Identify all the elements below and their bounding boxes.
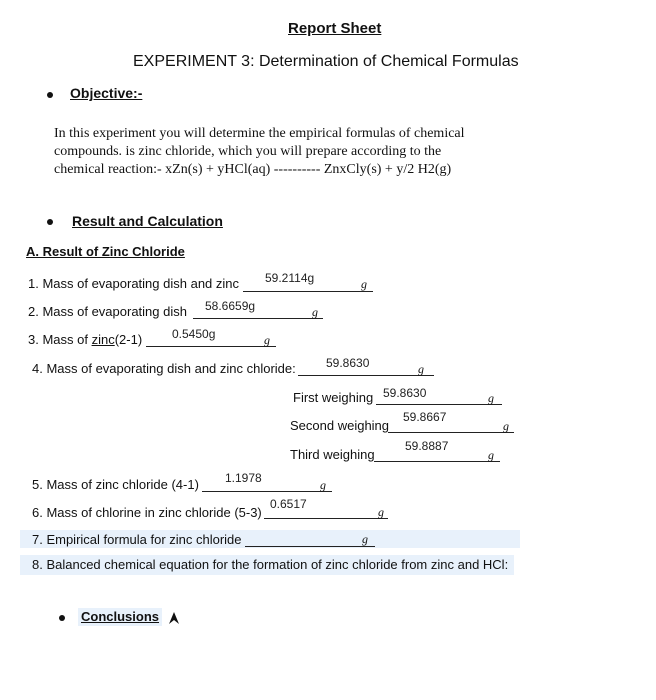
objective-bullet <box>47 92 53 98</box>
item5-label: 5. Mass of zinc chloride (4-1) <box>32 477 199 492</box>
item6-blank <box>264 518 388 519</box>
experiment-title: EXPERIMENT 3: Determination of Chemical Formulas <box>133 53 519 70</box>
item5-unit: g <box>320 478 326 492</box>
item3-value: 0.5450g <box>172 327 216 341</box>
item4-unit: g <box>418 362 424 376</box>
results-heading: Result and Calculation <box>72 213 223 229</box>
item1-unit: g <box>361 277 367 291</box>
second-weighing-value: 59.8667 <box>403 410 447 424</box>
third-weighing-value: 59.8887 <box>405 439 449 453</box>
report-title: Report Sheet <box>288 20 382 37</box>
conclusions-bullet <box>59 615 65 621</box>
item3-suffix: (2-1) <box>114 332 143 347</box>
item3-unit: g <box>264 333 270 347</box>
item3-blank <box>146 346 276 347</box>
second-weighing-blank <box>388 432 514 433</box>
item4-value: 59.8630 <box>326 356 370 370</box>
second-weighing-unit: g <box>503 419 509 433</box>
item2-value: 58.6659g <box>205 299 256 313</box>
objective-text-line3: chemical reaction:- xZn(s) + yHCl(aq) ---------- ZnxCly(s) + y/2 H2(g) <box>54 162 452 177</box>
third-weighing-unit: g <box>488 448 494 462</box>
item1-label: 1. Mass of evaporating dish and zinc <box>28 276 240 291</box>
third-weighing-label: Third weighing <box>290 447 375 462</box>
item7-label: 7. Empirical formula for zinc chloride <box>32 532 242 547</box>
section-a-heading: A. Result of Zinc Chloride <box>26 244 185 259</box>
objective-text-line2: compounds. is zinc chloride, which you will prepare according to the <box>54 144 442 159</box>
mouse-pointer-icon <box>168 611 180 625</box>
first-weighing-value: 59.8630 <box>383 386 427 400</box>
item3-label <box>28 332 142 347</box>
item4-blank <box>298 375 434 376</box>
item2-label: 2. Mass of evaporating dish <box>28 304 187 319</box>
item1-blank <box>243 291 373 292</box>
third-weighing-blank <box>374 461 500 462</box>
item3-prefix: 3. Mass of <box>28 332 92 347</box>
item6-unit: g <box>378 505 384 519</box>
second-weighing-label: Second weighing <box>290 418 390 433</box>
item2-blank <box>193 318 323 319</box>
item1-value: 59.2114g <box>265 271 315 285</box>
item5-blank <box>202 491 332 492</box>
results-bullet <box>47 219 53 225</box>
item6-value: 0.6517 <box>270 497 307 511</box>
item5-value: 1.1978 <box>225 471 262 485</box>
item7-unit: g <box>362 532 368 546</box>
first-weighing-label: First weighing <box>293 390 374 405</box>
conclusions-heading: Conclusions <box>81 609 160 624</box>
objective-text-line1: In this experiment you will determine the empirical formulas of chemical <box>54 126 465 141</box>
item4-label: 4. Mass of evaporating dish and zinc chloride: <box>32 361 296 376</box>
item2-unit: g <box>312 305 318 319</box>
first-weighing-unit: g <box>488 391 494 405</box>
item6-label: 6. Mass of chlorine in zinc chloride (5-3) <box>32 505 262 520</box>
item8-label: 8. Balanced chemical equation for the formation of zinc chloride from zinc and HCl: <box>32 557 509 572</box>
item7-blank <box>245 546 375 547</box>
first-weighing-blank <box>376 404 502 405</box>
objective-heading: Objective:- <box>70 85 143 101</box>
item3-word: zinc <box>91 332 115 347</box>
